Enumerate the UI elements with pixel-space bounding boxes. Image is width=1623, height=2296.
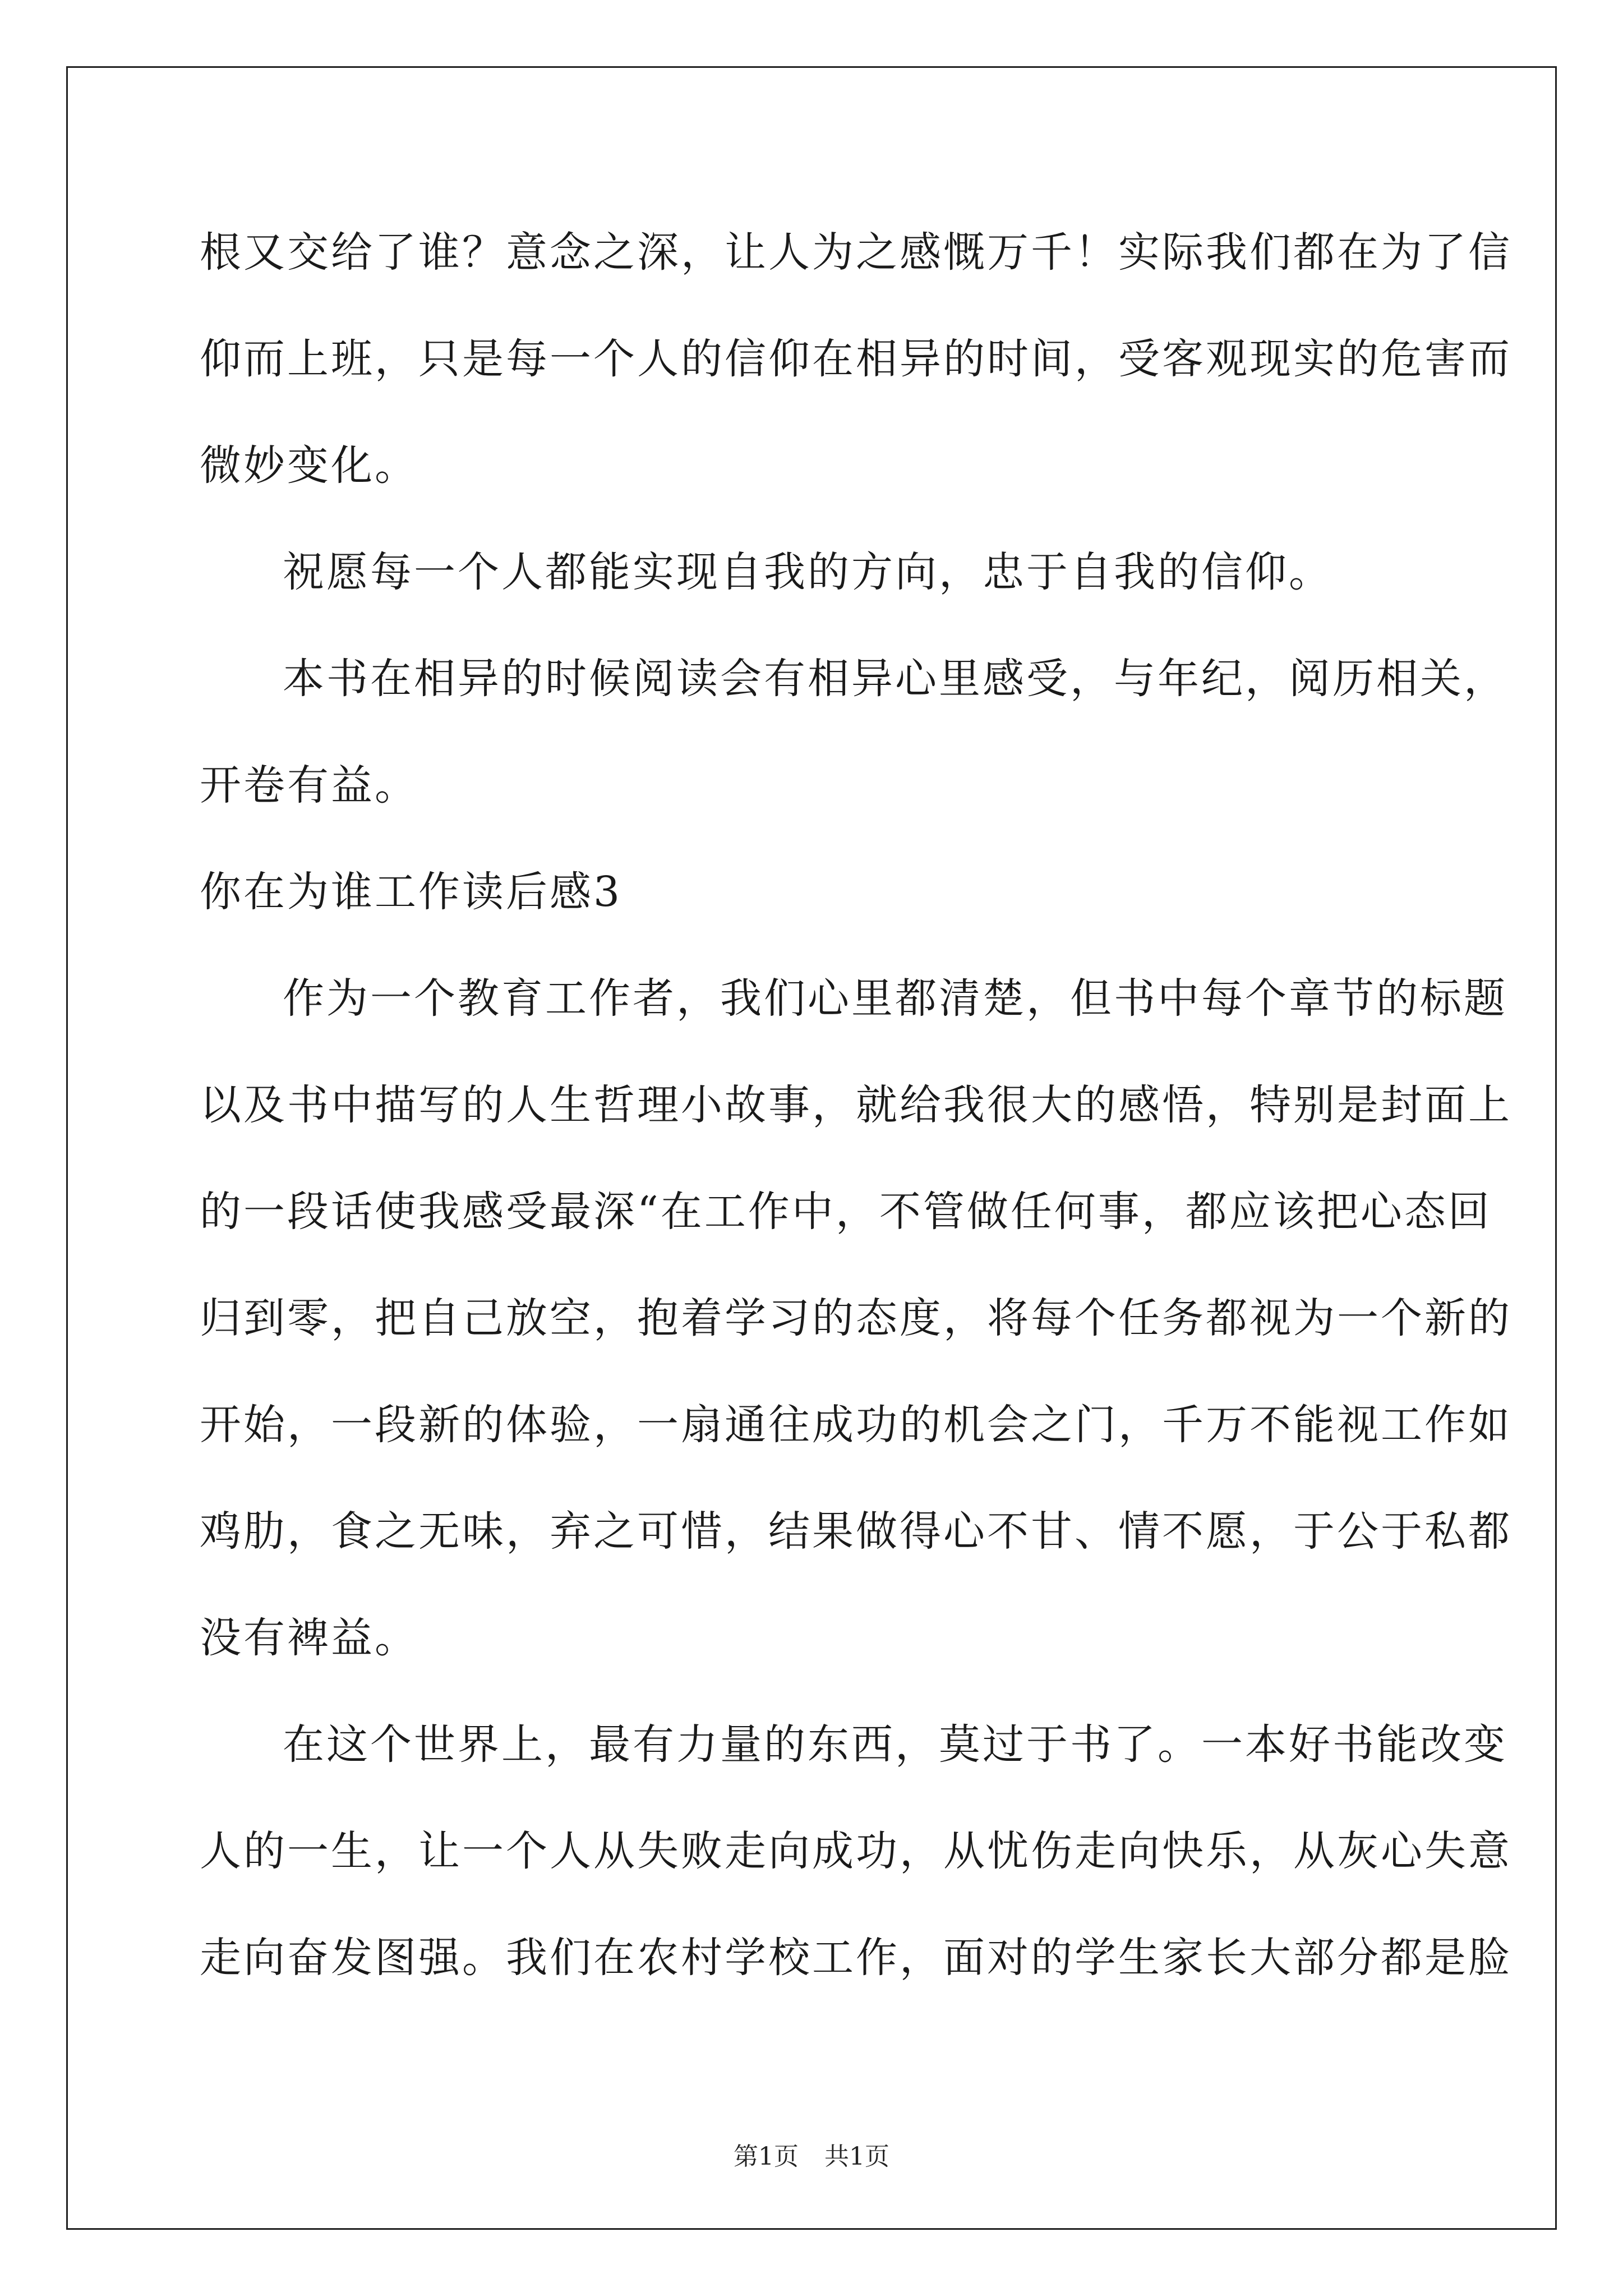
section-heading: 你在为谁工作读后感3: [200, 868, 623, 916]
text-line: 仰而上班，只是每一个人的信仰在相异的时间，受客观现实的危害而: [200, 335, 1512, 383]
text-line: 根又交给了谁？意念之深，让人为之感慨万千！实际我们都在为了信: [200, 228, 1512, 277]
page-footer: [0, 2136, 1623, 2172]
text-line: 祝愿每一个人都能实现自我的方向，忠于自我的信仰。: [283, 548, 1332, 596]
page-total: 共1页: [824, 2142, 889, 2171]
document-body: [200, 213, 1512, 2025]
text-line: 鸡肋，食之无味，弃之可惜，结果做得心不甘、情不愿，于公于私都: [200, 1507, 1512, 1556]
text-line: 以及书中描写的人生哲理小故事，就给我很大的感悟，特别是封面上: [200, 1081, 1512, 1129]
text-line: 本书在相异的时候阅读会有相异心里感受，与年纪，阅历相关，: [283, 655, 1507, 703]
text-line: 在这个世界上，最有力量的东西，莫过于书了。一本好书能改变: [283, 1720, 1507, 1769]
text-line: 开卷有益。: [200, 761, 418, 809]
text-line: 开始，一段新的体验，一扇通往成功的机会之门，千万不能视工作如: [200, 1401, 1512, 1449]
text-line: 人的一生，让一个人从失败走向成功，从忧伤走向快乐，从灰心失意: [200, 1827, 1512, 1875]
page-number: 第1页: [734, 2142, 799, 2171]
text-line: 没有裨益。: [200, 1614, 418, 1662]
text-line: 的一段话使我感受最深“在工作中，不管做任何事，都应该把心态回: [200, 1188, 1492, 1236]
text-line: 微妙变化。: [200, 441, 418, 490]
text-line: 归到零，把自己放空，抱着学习的态度，将每个任务都视为一个新的: [200, 1294, 1512, 1342]
text-line: 走向奋发图强。我们在农村学校工作，面对的学生家长大部分都是脸: [200, 1934, 1512, 1982]
text-line: 作为一个教育工作者，我们心里都清楚，但书中每个章节的标题: [283, 974, 1507, 1023]
